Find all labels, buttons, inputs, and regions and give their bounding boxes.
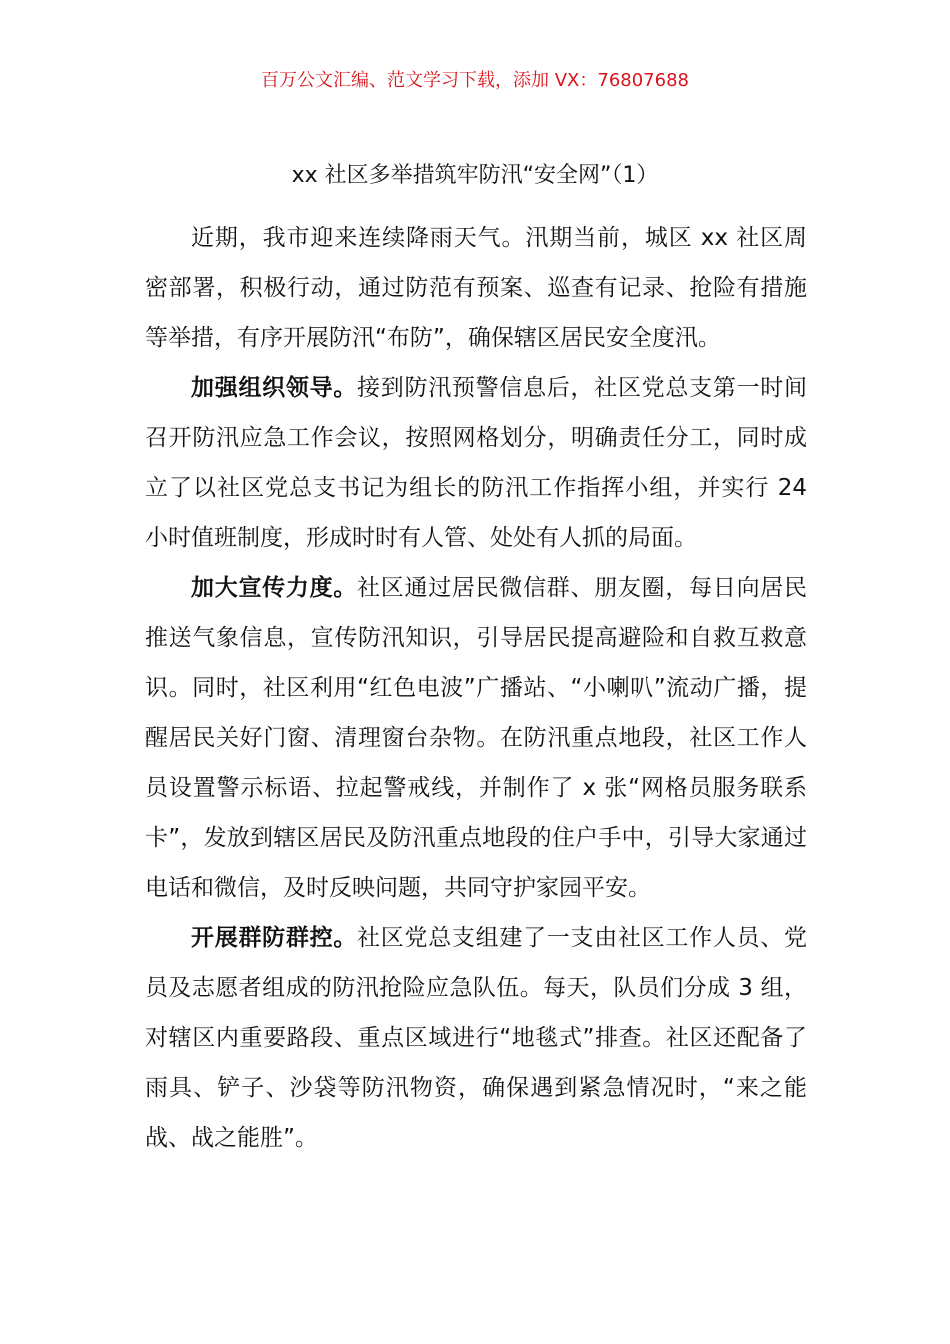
paragraph-text: 社区通过居民微信群、朋友圈，每日向居民推送气象信息，宣传防汛知识，引导居民提高避险和自救互救意识。同时，社区利用“红色电波”广播站、“小喇叭”流动广播，提醒居民关好门窗、清理窗台杂物。在防汛重点地段，社区工作人员设置警示标语、拉起警戒线，并制作了 x 张“网格员服务联系卡”，发放到辖区居民及防汛重点地段的住户手中，引导大家通过电话和微信，及时反映问题，共同守护家园平安。 <box>145 575 808 901</box>
document-body <box>145 213 807 1163</box>
document-title: xx 社区多举措筑牢防汛“安全网”（1） <box>291 163 659 188</box>
paragraph-text: 近期，我市迎来连续降雨天气。汛期当前，城区 xx 社区周密部署，积极行动，通过防范有预案、巡查有记录、抢险有措施等举措，有序开展防汛“布防”，确保辖区居民安全度汛。 <box>145 225 807 351</box>
paragraph-prevention <box>145 913 807 1163</box>
paragraph-publicity <box>145 563 807 913</box>
paragraph-lead: 开展群防群控。 <box>191 925 358 951</box>
paragraph-lead: 加大宣传力度。 <box>191 575 358 601</box>
paragraph-lead: 加强组织领导。 <box>191 375 358 401</box>
paragraph-intro <box>145 213 807 363</box>
paragraph-text: 社区党总支组建了一支由社区工作人员、党员及志愿者组成的防汛抢险应急队伍。每天，队员们分成 3 组，对辖区内重要路段、重点区域进行“地毯式”排查。社区还配备了雨具、铲子、沙袋等防汛物资，确保遇到紧急情况时，“来之能战、战之能胜”。 <box>145 925 808 1151</box>
paragraph-text: 接到防汛预警信息后，社区党总支第一时间召开防汛应急工作会议，按照网格划分，明确责任分工，同时成立了以社区党总支书记为组长的防汛工作指挥小组，并实行 24 小时值班制度，形成时时有人管、处处有人抓的局面。 <box>145 375 808 551</box>
watermark-header: 百万公文汇编、范文学习下载，添加 VX：76807688 <box>261 70 689 91</box>
paragraph-organization <box>145 363 807 563</box>
